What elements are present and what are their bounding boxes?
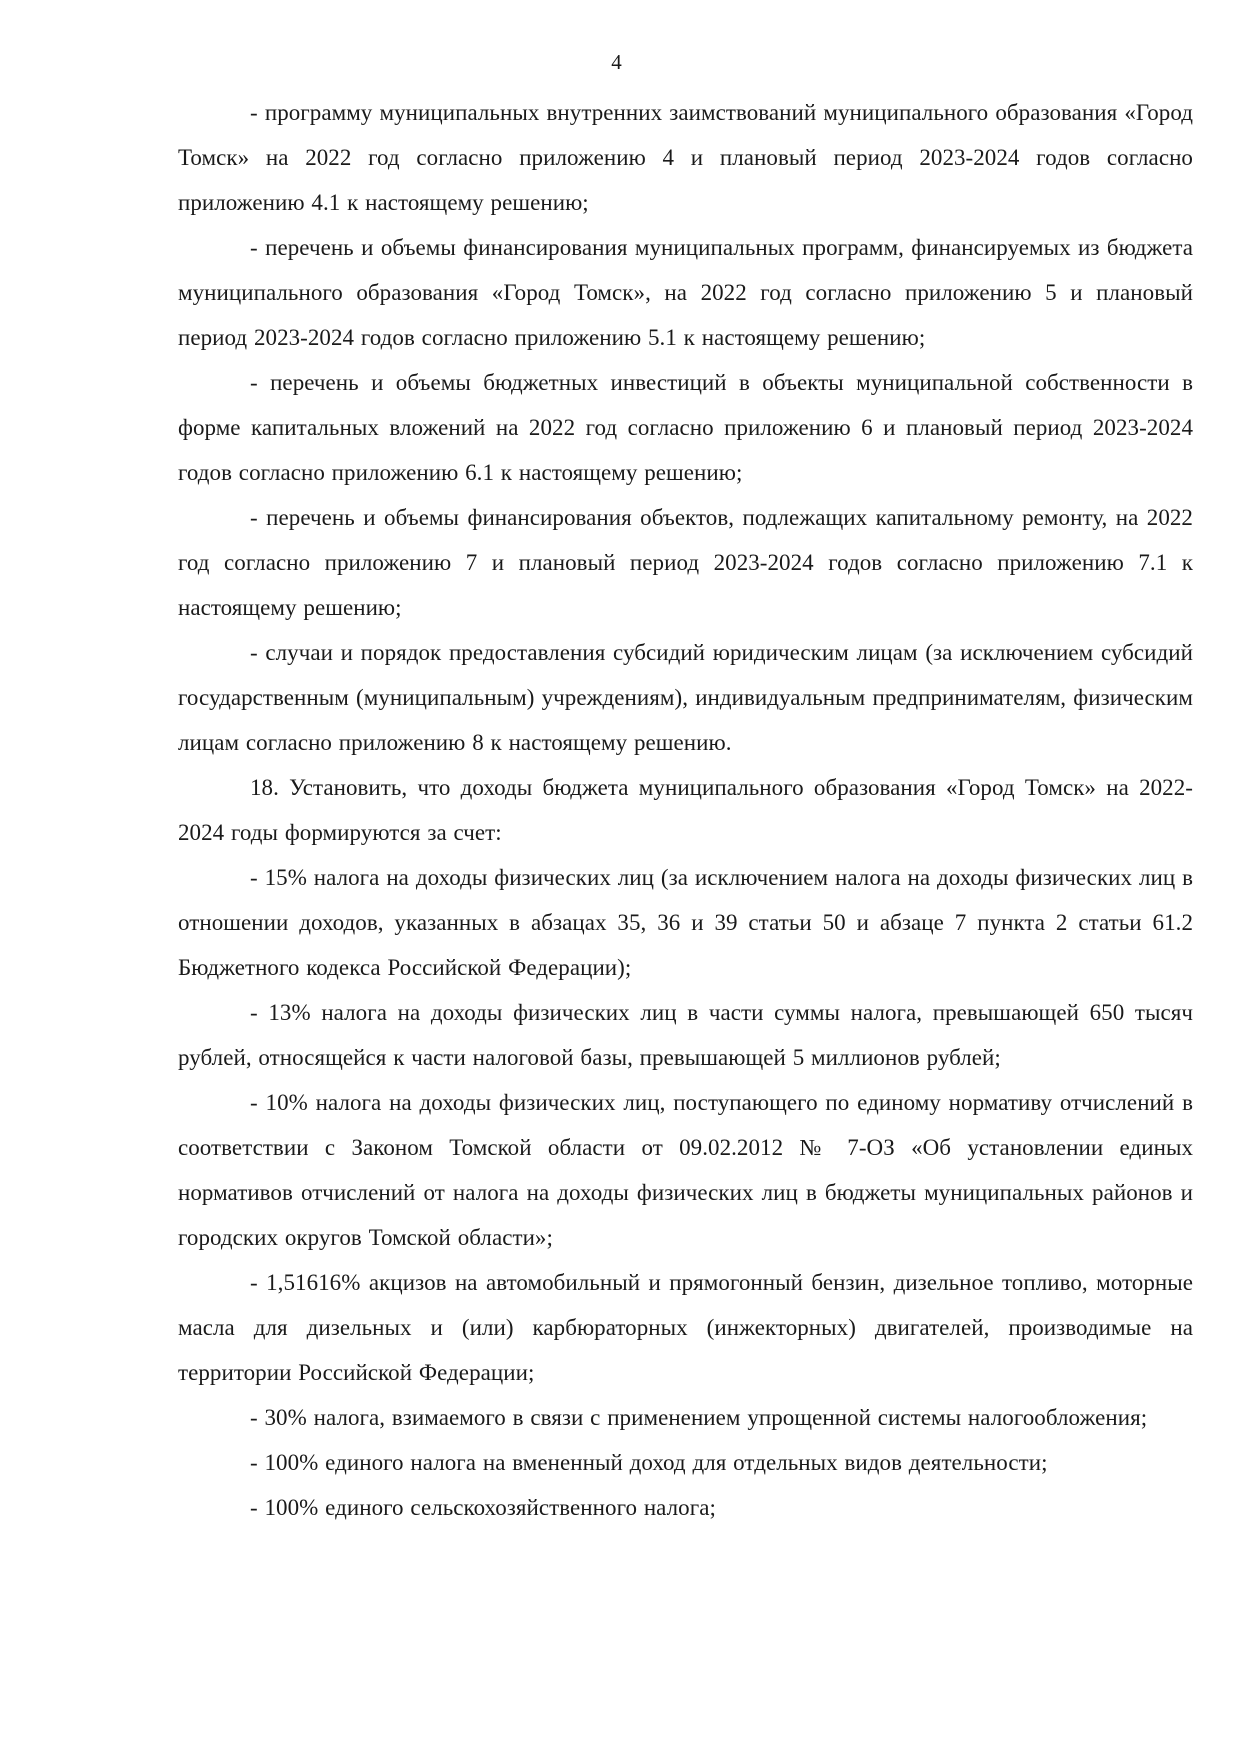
- paragraph-simplified-tax: - 30% налога, взимаемого в связи с применением упрощенной системы налогообложения;: [250, 1405, 1148, 1430]
- page-number: 4: [611, 50, 622, 74]
- paragraph-subsidies: - случаи и порядок предоставления субсидий юридическим лицам (за исключением субсидий государственным (муниципальным) учреждениям), индивидуальным предпринимателям, физическим лицам согласно приложению 8 к настоящему решению.: [178, 640, 1193, 755]
- paragraph-budget-investments: - перечень и объемы бюджетных инвестиций в объекты муниципальной собственности в форме капитальных вложений на 2022 год согласно приложению 6 и плановый период 2023-2024 годов согласно приложению 6.1 к настоящему решению;: [178, 370, 1193, 485]
- paragraph-borrowing-program: - программу муниципальных внутренних заимствований муниципального образования «Город Томск» на 2022 год согласно приложению 4 и плановый период 2023-2024 годов согласно приложению 4.1 к настоящему решению;: [178, 100, 1193, 215]
- paragraph-income-tax-15: - 15% налога на доходы физических лиц (за исключением налога на доходы физических лиц в отношении доходов, указанных в абзацах 35, 36 и 39 статьи 50 и абзаце 7 пункта 2 статьи 61.2 Бюджетного кодекса Российской Федерации);: [178, 865, 1193, 980]
- document-body: [178, 90, 1193, 1530]
- paragraph-income-tax-13: - 13% налога на доходы физических лиц в части суммы налога, превышающей 650 тысяч рублей, относящейся к части налоговой базы, превышающей 5 миллионов рублей;: [178, 1000, 1193, 1070]
- paragraph-excise: - 1,51616% акцизов на автомобильный и прямогонный бензин, дизельное топливо, моторные масла для дизельных и (или) карбюраторных (инжекторных) двигателей, производимые на территории Российской Федерации;: [178, 1270, 1193, 1385]
- paragraph-agricultural-tax: - 100% единого сельскохозяйственного налога;: [250, 1495, 716, 1520]
- paragraph-clause-18: 18. Установить, что доходы бюджета муниципального образования «Город Томск» на 2022-2024 годы формируются за счет:: [178, 775, 1193, 845]
- paragraph-municipal-programs: - перечень и объемы финансирования муниципальных программ, финансируемых из бюджета муниципального образования «Город Томск», на 2022 год согласно приложению 5 и плановый период 2023-2024 годов согласно приложению 5.1 к настоящему решению;: [178, 235, 1193, 350]
- paragraph-capital-repair: - перечень и объемы финансирования объектов, подлежащих капитальному ремонту, на 2022 год согласно приложению 7 и плановый период 2023-2024 годов согласно приложению 7.1 к настоящему решению;: [178, 505, 1193, 620]
- paragraph-income-tax-10: - 10% налога на доходы физических лиц, поступающего по единому нормативу отчислений в соответствии с Законом Томской области от 09.02.2012 № 7-ОЗ «Об установлении единых нормативов отчислений от налога на доходы физических лиц в бюджеты муниципальных районов и городских округов Томской области»;: [178, 1090, 1193, 1250]
- paragraph-imputed-tax: - 100% единого налога на вмененный доход для отдельных видов деятельности;: [250, 1450, 1048, 1475]
